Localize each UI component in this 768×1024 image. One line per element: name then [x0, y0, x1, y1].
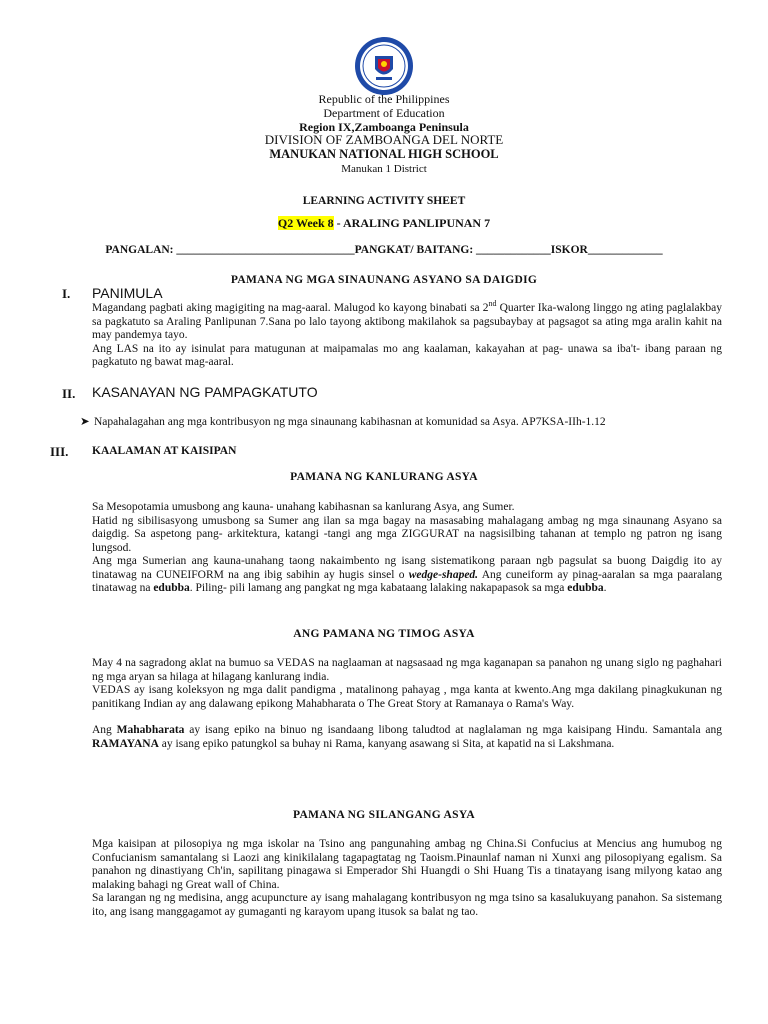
header-district: Manukan 1 District [341, 163, 427, 175]
section-1-number: I. [62, 286, 71, 301]
header-region: Region IX,Zamboanga Peninsula [299, 120, 469, 134]
section-3-title: KAALAMAN AT KAISIPAN [92, 445, 237, 457]
silangan-body [92, 838, 722, 919]
silangan-paragraph-2: Sa larangan ng ng medisina, angg acupuncture ay isang mahalagang kontribusyon ng mga tsino sa kasalukuyang panahon. Sa sistemang ito, ang isang manggagamot ay gumaganti ng karayom upang itusok sa balat ng tao. [92, 892, 722, 918]
intro-paragraph-2: Ang LAS na ito ay isinulat para matugunan at maipamalas mo ang kaalaman, kakayahan at pag- unawa sa iba't- ibang paraan ng pagkatuto ng bawat mag-aaral. [92, 342, 722, 368]
heading-silangang-asya: PAMANA NG SILANGANG ASYA [293, 809, 475, 821]
timog-body [92, 657, 722, 751]
kanluran-body [92, 501, 722, 596]
section-3-number: III. [50, 444, 69, 459]
silangan-paragraph-1: Mga kaisipan at pilosopiya ng mga iskolar na Tsino ang pangunahing ambag ng China.Si Confucius at Mencius ang humubog ng Confucianism samantalang si Laozi ang kinikilalang tagapagtatag ng Taoism.Pinaunlaf naman ni Xunxi ang pilosopiyang egalism. Sa panahon ng dinastiyang Ch'in, sapilitang pinagawa si Emperador Shi Huangdi o Shi Huang Tis a tinatayang isang milyong katao ang malaking bahagi ng Great wall of China. [92, 838, 722, 891]
deped-seal-logo [354, 36, 414, 96]
header-department: Department of Education [323, 106, 445, 120]
main-title: PAMANA NG MGA SINAUNANG ASYANO SA DAIGDIG [230, 274, 538, 286]
timog-paragraph-2: VEDAS ay isang koleksyon ng mga dalit pandigma , matalinong pahayag , mga kanta at kwento.Ang mga dakilang pinagkukunan ng panitikang Indian ay ang dalawang epikong Mahabharata o The Great Story at Ramanaya o Rama's Way. [92, 684, 722, 710]
kanluran-paragraph-3: Ang mga Sumerian ang kauna-unahang taong nakaimbento ng isang sistematikong paraan ngb pagsulat sa buong Daigdig ito ay tinatawag na CUNEIFORM na ang ibig sabihin ay hugis sinsel o wedge-shaped. Ang cuneiform ay pinag-aaralan sa mga paaralang tinatawag na edubba. Piling- pili lamang ang pangkat ng mga kabataang lalaking nakapapasok sa mga edubba. [92, 555, 722, 594]
sheet-subtitle [0, 216, 768, 230]
sheet-title: LEARNING ACTIVITY SHEET [302, 195, 466, 207]
section-1-title: PANIMULA [92, 285, 163, 301]
intro-paragraph-1: Magandang pagbati aking magigiting na mag-aaral. Malugod ko kayong binabati sa 2nd Quarter Ika-walong linggo ng ating paglalakbay sa pagkatuto sa Araling Panlipunan 7.Sana po lalo tayong aktibong makilahok sa pagsubaybay at pagsagot sa ating mga aralin kahit na may pandemya tayo. [92, 299, 722, 341]
kanluran-paragraph-1: Sa Mesopotamia umusbong ang kauna- unahang kabihasnan sa kanlurang Asya, ang Sumer. [92, 501, 515, 513]
heading-kanlurang-asya: PAMANA NG KANLURANG ASYA [290, 471, 478, 483]
subject-label: - ARALING PANLIPUNAN 7 [333, 216, 491, 230]
arrow-bullet-icon: ➤ [80, 416, 90, 428]
student-info-line: PANGALAN: _______________________________PANGKAT/ BAITANG: _____________ISKOR_____________ [105, 244, 663, 256]
timog-paragraph-3: Ang Mahabharata ay isang epiko na binuo ng isandaang libong taludtod at naglalaman ng mga kaisipang Hindu. Samantala ang RAMAYANA ay isang epiko patungkol sa buhay ni Rama, kanyang asawang si Sita, at kapatid na si Lakshmana. [92, 724, 723, 750]
competency-bullet: ➤ Napahalagahan ang mga kontribusyon ng mga sinaunang kabihasnan at komunidad sa Asya. AP7KSA-IIh-1.12 [80, 416, 606, 428]
heading-timog-asya: ANG PAMANA NG TIMOG ASYA [293, 628, 475, 640]
kanluran-paragraph-2: Hatid ng sibilisasyong umusbong sa Sumer ang ilan sa mga bagay na masasabing mahalagang ambag ng mga sinaunang Asyano sa daigdig. Sa aspetong pang- arkitektura, katangi -tangi ang mga ZIGGURAT na nagsisilbing tahanan at templo ng patron ng isang lungsod. [92, 514, 722, 554]
section-1-body [92, 299, 722, 370]
section-2-number: II. [62, 386, 76, 401]
header-division: DIVISION OF ZAMBOANGA DEL NORTE [264, 132, 504, 147]
header-republic: Republic of the Philippines [318, 92, 450, 106]
week-highlight: Q2 Week 8 [277, 216, 334, 230]
timog-paragraph-1: May 4 na sagradong aklat na bumuo sa VEDAS na naglaaman at nagsasaad ng mga kaganapan sa panahon ng unang siglo ng paghahari ng mga aryan sa hilaga at hilagang kanlurang india. [92, 657, 722, 683]
section-2-title: KASANAYAN NG PAMPAGKATUTO [92, 384, 318, 400]
header-school: MANUKAN NATIONAL HIGH SCHOOL [269, 147, 499, 161]
